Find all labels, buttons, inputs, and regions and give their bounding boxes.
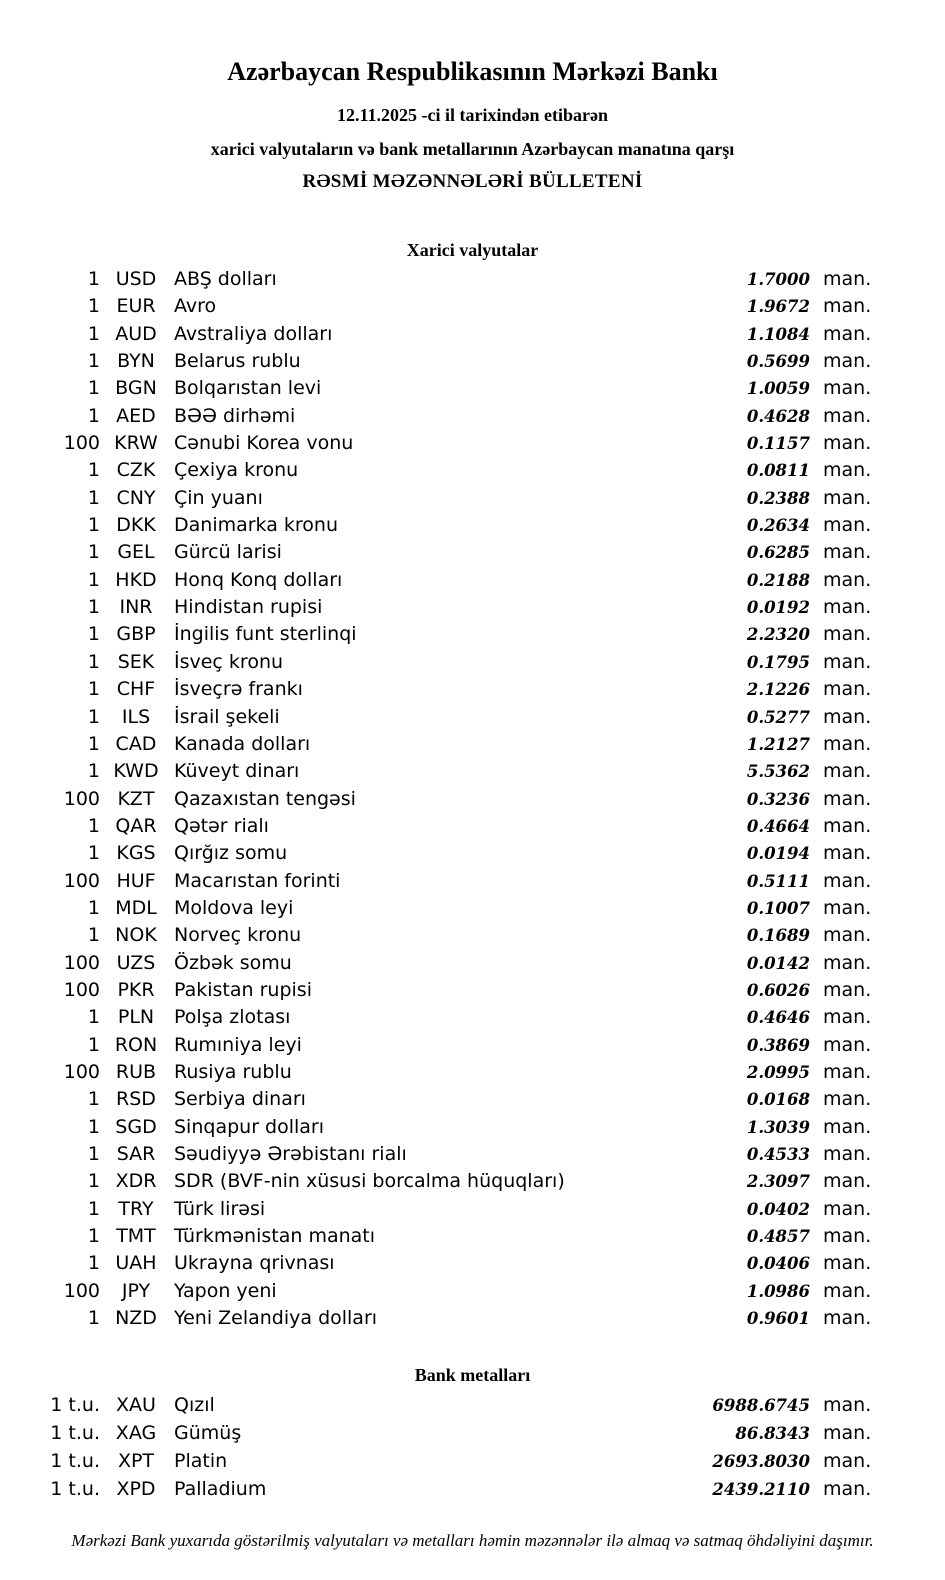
currency-code: HKD: [115, 568, 157, 591]
currency-name: Səudiyyə Ərəbistanı rialı: [174, 1143, 407, 1165]
row-quantity: 100: [63, 432, 100, 455]
currency-code: ILS: [121, 705, 151, 728]
unit-label: man.: [823, 1307, 872, 1330]
rate-value: 2.1226: [746, 680, 810, 700]
rate-value: 0.3236: [746, 789, 810, 809]
currency-code: DKK: [116, 514, 156, 537]
currency-name: Sinqapur dolları: [174, 1115, 325, 1138]
rate-value: 1.1084: [746, 324, 810, 344]
table-row: [0, 1447, 880, 1475]
metals-section-title: Bank metalları: [414, 1365, 531, 1386]
currency-name: Platin: [174, 1450, 228, 1473]
row-quantity: 1: [87, 924, 100, 947]
row-quantity: 1: [87, 1307, 100, 1330]
row-quantity: 1: [87, 896, 100, 919]
currency-name: Serbiya dinarı: [174, 1088, 306, 1111]
currency-code: AED: [116, 404, 156, 427]
table-row: [0, 1196, 880, 1223]
rate-value: 0.0142: [746, 953, 810, 973]
currency-code: XDR: [115, 1170, 157, 1193]
table-row: [0, 1419, 880, 1447]
unit-label: man.: [823, 1478, 872, 1501]
row-quantity: 1: [87, 1088, 100, 1111]
currency-name: Avro: [174, 295, 217, 318]
row-quantity: 1: [87, 678, 100, 701]
currency-code: SEK: [117, 650, 155, 673]
currency-code: PLN: [117, 1006, 155, 1029]
unit-label: man.: [823, 760, 872, 783]
currency-code: INR: [119, 596, 153, 619]
table-row: [0, 321, 880, 348]
rate-value: 1.0059: [746, 379, 810, 399]
currency-code: CNY: [116, 486, 156, 509]
currency-code: SAR: [116, 1143, 156, 1165]
table-row: [0, 649, 880, 676]
currency-name: BƏƏ dirhəmi: [174, 404, 296, 427]
unit-label: man.: [823, 1006, 872, 1029]
rate-value: 0.0402: [746, 1199, 810, 1219]
row-quantity: 100: [63, 1279, 100, 1302]
rate-value: 0.4646: [746, 1008, 810, 1028]
currency-code: HUF: [116, 869, 156, 892]
table-row: [0, 731, 880, 758]
table-row: [0, 1223, 880, 1250]
currency-name: Küveyt dinarı: [174, 760, 300, 783]
unit-label: man.: [823, 1225, 872, 1248]
unit-label: man.: [823, 623, 872, 646]
currency-name: Rumıniya leyi: [174, 1033, 302, 1056]
unit-label: man.: [823, 1170, 872, 1193]
rate-value: 6988.6745: [712, 1396, 810, 1416]
rate-value: 2.3097: [746, 1172, 810, 1192]
currency-code: MDL: [115, 896, 157, 919]
currency-code: RSD: [116, 1088, 156, 1111]
currency-code: XAU: [116, 1394, 156, 1417]
table-row: [0, 512, 880, 539]
row-quantity: 1: [87, 1197, 100, 1220]
table-row: [0, 430, 880, 457]
unit-label: man.: [823, 1422, 872, 1445]
unit-label: man.: [823, 732, 872, 755]
currency-name: İsrail şekeli: [174, 705, 280, 728]
unit-label: man.: [823, 869, 872, 892]
bulletin-header: [0, 0, 945, 193]
table-row: [0, 403, 880, 430]
table-row: [0, 1305, 880, 1332]
unit-label: man.: [823, 404, 872, 427]
bank-name-title: Azərbaycan Respublikasının Mərkəzi Bankı: [227, 57, 718, 86]
table-row: [0, 1278, 880, 1305]
currency-name: Honq Konq dolları: [174, 568, 343, 591]
unit-label: man.: [823, 678, 872, 701]
currency-name: SDR (BVF-nin xüsusi borcalma hüquqları): [174, 1170, 565, 1193]
unit-label: man.: [823, 1252, 872, 1275]
row-quantity: 1: [87, 486, 100, 509]
row-quantity: 1: [87, 1143, 100, 1165]
table-row: [0, 1059, 880, 1086]
table-row: [0, 676, 880, 703]
currency-name: Türkmənistan manatı: [174, 1225, 376, 1248]
currency-code: KWD: [113, 760, 159, 783]
currency-name: Norveç kronu: [174, 924, 302, 947]
table-row: [0, 786, 880, 813]
row-quantity: 1: [87, 322, 100, 345]
row-quantity: 1: [87, 732, 100, 755]
currency-name: Moldova leyi: [174, 896, 294, 919]
effective-date-line: 12.11.2025 -ci il tarixindən etibarən: [337, 105, 608, 125]
currency-name: ABŞ dolları: [174, 268, 277, 290]
currency-code: QAR: [115, 814, 157, 837]
currency-name: Gümüş: [174, 1422, 242, 1445]
row-quantity: 100: [63, 1060, 100, 1083]
unit-label: man.: [823, 1115, 872, 1138]
currency-code: GBP: [116, 623, 156, 646]
row-quantity: 1 t.u.: [50, 1394, 100, 1417]
rate-value: 0.1157: [746, 434, 810, 454]
currency-name: İsveç kronu: [174, 650, 284, 673]
row-quantity: 1 t.u.: [50, 1478, 100, 1501]
rate-value: 2693.8030: [712, 1452, 810, 1472]
table-row: [0, 1168, 880, 1195]
rate-value: 0.5111: [746, 871, 810, 891]
currency-name: İngilis funt sterlinqi: [174, 623, 357, 646]
currency-code: EUR: [116, 295, 156, 318]
table-row: [0, 348, 880, 375]
currency-code: XAG: [115, 1422, 157, 1445]
rate-value: 1.0986: [746, 1281, 810, 1301]
row-quantity: 1: [87, 842, 100, 865]
rate-value: 0.4533: [746, 1145, 810, 1164]
rate-value: 0.4664: [746, 816, 810, 836]
table-row: [0, 813, 880, 840]
table-row: [0, 266, 880, 293]
currency-code: KZT: [117, 787, 155, 810]
currency-code: RON: [114, 1033, 158, 1056]
row-quantity: 1: [87, 1115, 100, 1138]
currency-code: PKR: [117, 978, 155, 1001]
currency-code: NOK: [115, 924, 157, 947]
unit-label: man.: [823, 787, 872, 810]
table-row: [0, 977, 880, 1004]
unit-label: man.: [823, 705, 872, 728]
unit-label: man.: [823, 978, 872, 1001]
row-quantity: 1 t.u.: [50, 1450, 100, 1473]
currency-code: SGD: [115, 1115, 157, 1138]
currency-name: Qızıl: [174, 1394, 215, 1417]
row-quantity: 1: [87, 1033, 100, 1056]
rate-value: 0.3869: [746, 1035, 810, 1055]
currency-name: Avstraliya dolları: [174, 322, 333, 345]
currency-name: Yapon yeni: [174, 1279, 277, 1302]
rate-value: 0.4628: [746, 406, 810, 426]
unit-label: man.: [823, 1143, 872, 1165]
unit-label: man.: [823, 1060, 872, 1083]
currency-name: Belarus rublu: [174, 350, 301, 373]
currency-name: Qazaxıstan tengəsi: [174, 787, 356, 810]
unit-label: man.: [823, 814, 872, 837]
table-row: [0, 1475, 880, 1503]
currency-code: GEL: [117, 541, 155, 564]
rate-value: 1.7000: [746, 270, 810, 289]
currency-code: CZK: [116, 459, 156, 482]
currency-section-title: Xarici valyutalar: [406, 240, 539, 260]
unit-label: man.: [823, 1088, 872, 1111]
rate-value: 86.8343: [735, 1424, 810, 1444]
currency-name: İsveçrə frankı: [174, 678, 303, 701]
unit-label: man.: [823, 951, 872, 974]
unit-label: man.: [823, 596, 872, 619]
row-quantity: 1: [87, 1006, 100, 1029]
rate-value: 0.5699: [746, 352, 810, 372]
currency-code: UAH: [115, 1252, 157, 1275]
table-row: [0, 594, 880, 621]
table-row: [0, 1086, 880, 1113]
rate-value: 0.4857: [746, 1227, 810, 1247]
row-quantity: 1: [87, 596, 100, 619]
disclaimer-text: Mərkəzi Bank yuxarıda göstərilmiş valyutaları və metalları həmin məzənnələr ilə almaq və satmaq öhdəliyini daşımır.: [71, 1531, 874, 1551]
unit-label: man.: [823, 568, 872, 591]
row-quantity: 1: [87, 541, 100, 564]
currency-code: NZD: [115, 1307, 157, 1330]
currency-name: Macarıstan forinti: [174, 869, 341, 892]
subject-line: xarici valyutaların və bank metallarının Azərbaycan manatına qarşı: [210, 139, 735, 159]
row-quantity: 100: [63, 951, 100, 974]
currency-code: JPY: [121, 1279, 151, 1302]
table-row: [0, 1004, 880, 1031]
rate-value: 0.2388: [746, 488, 810, 508]
row-quantity: 1: [87, 1170, 100, 1193]
table-row: [0, 922, 880, 949]
table-row: [0, 758, 880, 785]
table-row: [0, 485, 880, 512]
currency-name: Gürcü larisi: [174, 541, 282, 564]
row-quantity: 1: [87, 268, 100, 290]
metals-table: [0, 1391, 880, 1503]
table-row: [0, 1032, 880, 1059]
row-quantity: 100: [63, 869, 100, 892]
unit-label: man.: [823, 1197, 872, 1220]
unit-label: man.: [823, 486, 872, 509]
table-row: [0, 1391, 880, 1419]
currency-name: Bolqarıstan levi: [174, 377, 322, 400]
row-quantity: 1: [87, 814, 100, 837]
currency-name: Kanada dolları: [174, 732, 311, 755]
currency-name: Palladium: [174, 1478, 267, 1501]
currency-code: AUD: [115, 322, 157, 345]
row-quantity: 1: [87, 650, 100, 673]
rate-value: 0.2634: [746, 516, 810, 536]
unit-label: man.: [823, 896, 872, 919]
rate-value: 0.6285: [746, 543, 810, 563]
currency-code: KRW: [114, 432, 158, 455]
rate-value: 2.2320: [746, 625, 810, 645]
rate-value: 0.0406: [746, 1254, 810, 1274]
currency-code: UZS: [116, 951, 156, 974]
unit-label: man.: [823, 322, 872, 345]
unit-label: man.: [823, 1279, 872, 1302]
currency-name: Çexiya kronu: [174, 459, 299, 482]
currency-code: BYN: [117, 350, 155, 373]
table-row: [0, 567, 880, 594]
rate-value: 0.0811: [746, 461, 810, 481]
currency-code: CHF: [116, 678, 156, 701]
currency-code: RUB: [115, 1060, 157, 1083]
rate-value: 5.5362: [746, 762, 810, 782]
currency-code: TRY: [118, 1197, 154, 1220]
unit-label: man.: [823, 650, 872, 673]
rate-value: 0.6026: [746, 980, 810, 1000]
table-row: [0, 950, 880, 977]
currency-name: Qətər rialı: [174, 814, 269, 837]
currency-code: XPD: [116, 1478, 156, 1501]
row-quantity: 1: [87, 760, 100, 783]
rate-value: 2.0995: [746, 1062, 810, 1082]
row-quantity: 1: [87, 623, 100, 646]
table-row: [0, 704, 880, 731]
rate-value: 0.1689: [746, 926, 810, 946]
currency-code: KGS: [116, 842, 156, 865]
currency-code: XPT: [117, 1450, 155, 1473]
currency-name: Hindistan rupisi: [174, 596, 323, 619]
table-row: [0, 539, 880, 566]
row-quantity: 1: [87, 295, 100, 318]
currency-code: USD: [115, 268, 157, 290]
table-row: [0, 293, 880, 320]
table-row: [0, 868, 880, 895]
rate-value: 1.3039: [746, 1117, 810, 1137]
rate-value: 0.0168: [746, 1090, 810, 1110]
rate-value: 0.1795: [746, 652, 810, 672]
row-quantity: 1: [87, 350, 100, 373]
unit-label: man.: [823, 459, 872, 482]
table-row: [0, 621, 880, 648]
unit-label: man.: [823, 377, 872, 400]
currency-name: Ukrayna qrivnası: [174, 1252, 335, 1275]
unit-label: man.: [823, 350, 872, 373]
table-row: [0, 375, 880, 402]
unit-label: man.: [823, 924, 872, 947]
rate-value: 0.0192: [746, 598, 810, 618]
currency-name: Rusiya rublu: [174, 1060, 292, 1083]
table-row: [0, 1250, 880, 1277]
table-row: [0, 840, 880, 867]
table-row: [0, 457, 880, 484]
row-quantity: 1: [87, 705, 100, 728]
currency-table: [0, 266, 880, 1332]
rate-value: 2439.2110: [712, 1480, 810, 1500]
currency-code: BGN: [115, 377, 157, 400]
rate-value: 0.0194: [746, 844, 810, 864]
currency-name: Qırğız somu: [174, 842, 288, 865]
row-quantity: 100: [63, 978, 100, 1001]
rate-value: 0.1007: [746, 898, 810, 918]
table-row: [0, 895, 880, 922]
currency-name: Özbək somu: [174, 951, 292, 974]
currency-name: Danimarka kronu: [174, 514, 339, 537]
unit-label: man.: [823, 1450, 872, 1473]
row-quantity: 1: [87, 377, 100, 400]
unit-label: man.: [823, 1033, 872, 1056]
unit-label: man.: [823, 842, 872, 865]
row-quantity: 1 t.u.: [50, 1422, 100, 1445]
row-quantity: 1: [87, 459, 100, 482]
currency-name: Polşa zlotası: [174, 1006, 291, 1029]
rate-value: 1.9672: [746, 297, 810, 317]
unit-label: man.: [823, 541, 872, 564]
unit-label: man.: [823, 1394, 872, 1417]
rate-value: 1.2127: [746, 734, 810, 754]
rate-value: 0.5277: [746, 707, 810, 727]
bulletin-title: RƏSMİ MƏZƏNNƏLƏRİ BÜLLETENİ: [302, 171, 643, 192]
table-row: [0, 1114, 880, 1141]
currency-name: Türk lirəsi: [174, 1197, 266, 1220]
currency-name: Çin yuanı: [174, 486, 263, 509]
currency-name: Cənubi Korea vonu: [174, 432, 354, 455]
rate-value: 0.2188: [746, 570, 810, 590]
row-quantity: 1: [87, 514, 100, 537]
rate-value: 0.9601: [746, 1309, 810, 1329]
unit-label: man.: [823, 268, 872, 290]
row-quantity: 1: [87, 1225, 100, 1248]
row-quantity: 1: [87, 404, 100, 427]
currency-code: TMT: [116, 1225, 156, 1248]
table-row: [0, 1141, 880, 1168]
row-quantity: 1: [87, 1252, 100, 1275]
unit-label: man.: [823, 295, 872, 318]
unit-label: man.: [823, 432, 872, 455]
currency-name: Yeni Zelandiya dolları: [174, 1307, 378, 1330]
currency-code: CAD: [115, 732, 157, 755]
unit-label: man.: [823, 514, 872, 537]
row-quantity: 1: [87, 568, 100, 591]
currency-name: Pakistan rupisi: [174, 978, 312, 1001]
row-quantity: 100: [63, 787, 100, 810]
